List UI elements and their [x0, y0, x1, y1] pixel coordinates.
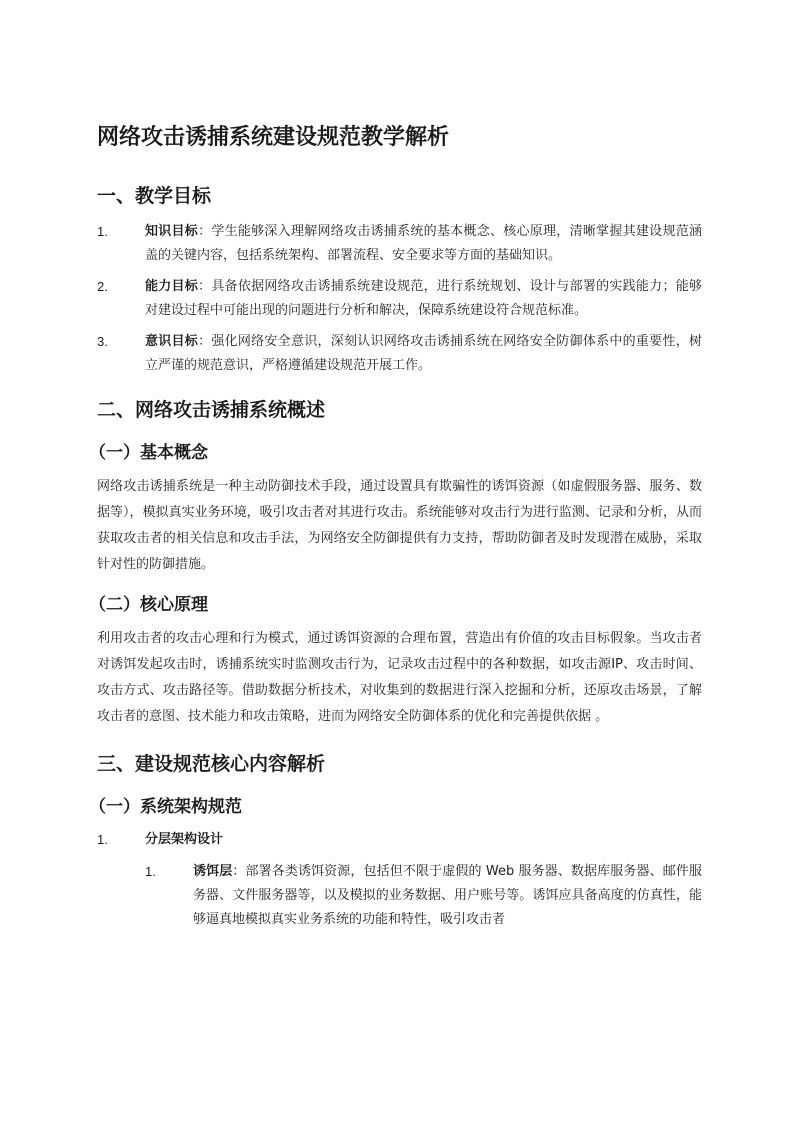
list-number: 1. — [97, 224, 108, 239]
list-item — [97, 330, 702, 378]
nested-list-item — [145, 860, 702, 932]
architecture-list — [97, 828, 702, 932]
subsection-heading-text: （一）基本概念 — [89, 443, 208, 463]
list-item-label: 能力目标 — [145, 279, 199, 294]
subsection-heading-core-principle — [89, 586, 702, 624]
list-item-label: 知识目标 — [145, 224, 199, 239]
subsection-heading-architecture — [89, 788, 702, 826]
list-item-label: 诱饵层 — [193, 864, 233, 879]
section-heading-spec-analysis: 三、建设规范核心内容解析 — [97, 753, 326, 775]
list-item — [97, 828, 702, 932]
section-heading-overview: 二、网络攻击诱捕系统概述 — [97, 399, 326, 421]
list-item-text: ：学生能够深入理解网络攻击诱捕系统的基本概念、核心原理，清晰掌握其建设规范涵盖的关键内容，包括系统架构、部署流程、安全要求等方面的基础知识。 — [145, 224, 702, 263]
teaching-goals-list — [97, 220, 702, 378]
nested-list — [145, 860, 702, 932]
document-page — [89, 118, 702, 939]
list-number: 3. — [97, 334, 108, 349]
list-item-label: 分层架构设计 — [145, 832, 224, 847]
list-number: 1. — [145, 864, 156, 879]
list-number: 1. — [97, 832, 108, 847]
list-item — [97, 220, 702, 268]
subsection-heading-text: （一）系统架构规范 — [89, 797, 242, 817]
list-item-text: ：部署各类诱饵资源，包括但不限于虚假的 Web 服务器、数据库服务器、邮件服务器、文件服务器等，以及模拟的业务数据、用户账号等。诱饵应具备高度的仿真性，能够逼真地模拟真实业务系统的功能和特性，吸引攻击者 — [193, 864, 702, 927]
basic-concept-paragraph: 网络攻击诱捕系统是一种主动防御技术手段，通过设置具有欺骗性的诱饵资源（如虚假服务器、服务、数据等），模拟真实业务环境，吸引攻击者对其进行攻击。系统能够对攻击行为进行监测、记录和分析，从而获取攻击者的相关信息和攻击手法，为网络安全防御提供有力支持，帮助防御者及时发现潜在威胁，采取针对性的防御措施。 — [97, 479, 702, 572]
core-principle-paragraph: 利用攻击者的攻击心理和行为模式，通过诱饵资源的合理布置，营造出有价值的攻击目标假象。当攻击者对诱饵发起攻击时，诱捕系统实时监测攻击行为，记录攻击过程中的各种数据，如攻击源IP、攻击时间、攻击方式、攻击路径等。借助数据分析技术，对收集到的数据进行深入挖掘和分析，还原攻击场景，了解攻击者的意图、技术能力和攻击策略，进而为网络安全防御体系的优化和完善提供依据 。 — [97, 631, 702, 724]
list-item-text: ：强化网络安全意识，深刻认识网络攻击诱捕系统在网络安全防御体系中的重要性，树立严谨的规范意识，严格遵循建设规范开展工作。 — [145, 334, 702, 373]
list-item-text: ：具备依据网络攻击诱捕系统建设规范，进行系统规划、设计与部署的实践能力；能够对建设过程中可能出现的问题进行分析和解决，保障系统建设符合规范标准。 — [145, 279, 702, 318]
section-heading-teaching-goals: 一、教学目标 — [97, 185, 212, 207]
list-number: 2. — [97, 279, 108, 294]
document-title: 网络攻击诱捕系统建设规范教学解析 — [97, 125, 450, 150]
list-item — [97, 275, 702, 323]
subsection-heading-text: （二）核心原理 — [89, 595, 208, 615]
subsection-heading-basic-concept — [89, 434, 702, 472]
list-item-label: 意识目标 — [145, 334, 199, 349]
